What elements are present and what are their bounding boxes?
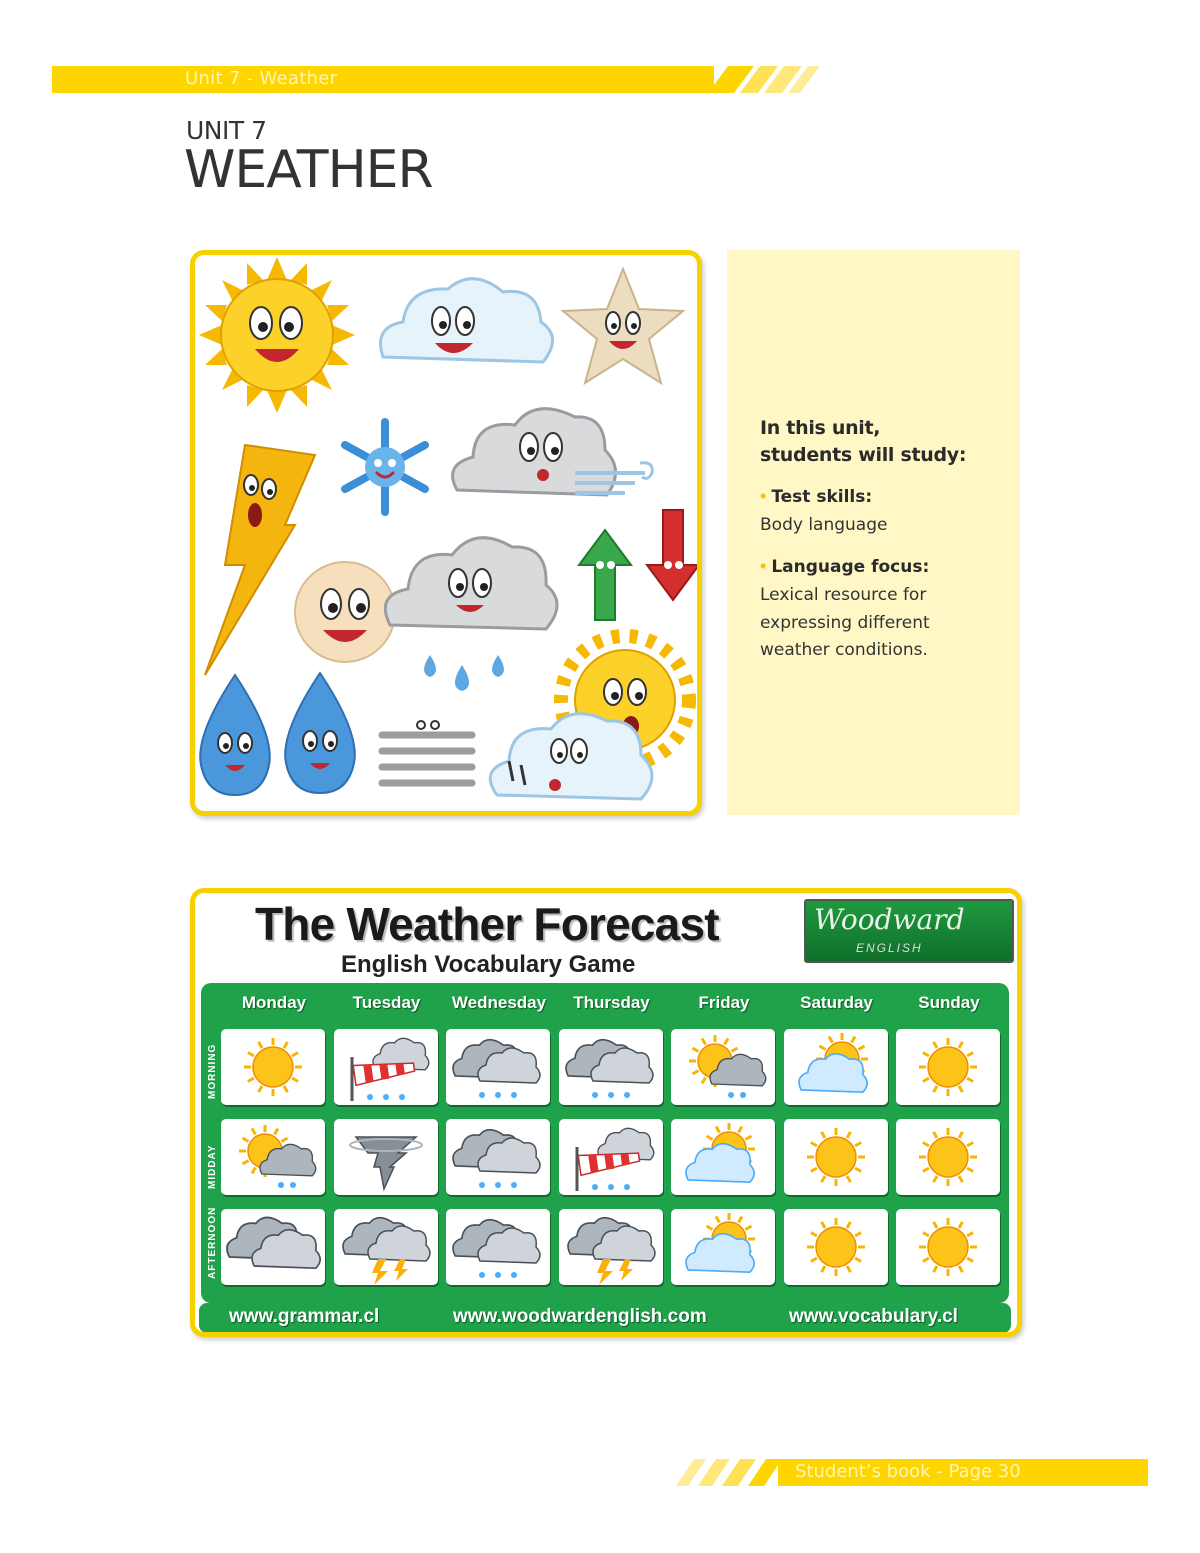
unit-label: UNIT 7: [186, 116, 267, 145]
forecast-title: The Weather Forecast: [255, 898, 719, 950]
weather-forecast-board: [190, 888, 1022, 1337]
row-label-morning: MORNING: [207, 1043, 218, 1099]
header-title: Unit 7 - Weather: [185, 68, 338, 89]
sun-cloud-icon: [671, 1119, 775, 1195]
day-header-tuesday: Tuesday: [352, 993, 421, 1012]
sun-cloud-rain-icon: [671, 1029, 775, 1105]
rainy-icon: [446, 1209, 550, 1285]
cloud-character-icon: [381, 279, 553, 362]
day-header-sunday: Sunday: [918, 993, 980, 1012]
forecast-cell-tuesday-midday: [334, 1119, 438, 1195]
day-header-friday: Friday: [698, 993, 750, 1012]
row-label-midday: MIDDAY: [207, 1144, 218, 1189]
sunny-icon: [784, 1119, 888, 1195]
day-header-monday: Monday: [241, 993, 307, 1012]
forecast-cell-sunday-morning: [896, 1029, 1000, 1105]
forecast-cell-thursday-afternoon: [559, 1209, 663, 1285]
forecast-cell-thursday-morning: [559, 1029, 663, 1105]
sunny-icon: [784, 1209, 888, 1285]
rainy-icon: [446, 1119, 550, 1195]
snowflake-character-icon: [345, 422, 425, 512]
rainy-icon: [446, 1029, 550, 1105]
url-grammar: www.grammar.cl: [229, 1306, 380, 1327]
bullet-icon: •: [760, 486, 772, 506]
forecast-cell-tuesday-afternoon: [334, 1209, 438, 1285]
forecast-url-bar: [199, 1303, 1011, 1333]
forecast-cell-monday-morning: [221, 1029, 325, 1105]
study-heading: In this unit, students will study:: [760, 417, 967, 466]
forecast-cell-friday-afternoon: [671, 1209, 775, 1285]
logo-sub-text: ENGLISH: [856, 941, 923, 955]
lightning-character-icon: [205, 445, 315, 675]
fog-character-icon: [382, 721, 472, 783]
forecast-cell-friday-midday: [671, 1119, 775, 1195]
tornado-icon: [334, 1119, 438, 1195]
forecast-cell-wednesday-morning: [446, 1029, 550, 1105]
windy-icon: [559, 1119, 663, 1195]
sun-character-icon: [199, 257, 355, 413]
language-focus-item: [760, 556, 929, 577]
forecast-subtitle: English Vocabulary Game: [341, 951, 636, 978]
sunny-icon: [221, 1029, 325, 1105]
forecast-cell-sunday-midday: [896, 1119, 1000, 1195]
rainy-icon: [559, 1029, 663, 1105]
forecast-cell-monday-afternoon: [221, 1209, 325, 1285]
raindrop-character-icon: [285, 673, 355, 793]
forecast-cell-sunday-afternoon: [896, 1209, 1000, 1285]
logo-main-text: Woodward: [814, 903, 965, 936]
page-number: Student’s book - Page 30: [795, 1461, 1021, 1482]
sun-cloud-rain-icon: [221, 1119, 325, 1195]
storm-icon: [559, 1209, 663, 1285]
language-focus-desc: Lexical resource for expressing different weather conditions.: [760, 585, 930, 660]
language-focus-title: Language focus:: [771, 557, 930, 577]
star-character-icon: [563, 269, 683, 383]
header-band: [52, 66, 714, 93]
test-skills-title: Test skills:: [771, 487, 873, 507]
forecast-cell-saturday-midday: [784, 1119, 888, 1195]
footer-stripes: [676, 1459, 782, 1486]
storm-icon: [334, 1209, 438, 1285]
forecast-cell-tuesday-morning: [334, 1029, 438, 1105]
forecast-cell-monday-midday: [221, 1119, 325, 1195]
forecast-cell-wednesday-midday: [446, 1119, 550, 1195]
header-stripes: [708, 66, 820, 93]
moon-character-icon: [295, 562, 395, 662]
forecast-cell-friday-morning: [671, 1029, 775, 1105]
sunny-icon: [896, 1029, 1000, 1105]
day-header-thursday: Thursday: [573, 993, 650, 1012]
windy-icon: [334, 1029, 438, 1105]
sun-cloud-icon: [671, 1209, 775, 1285]
day-header-saturday: Saturday: [800, 993, 873, 1012]
test-skills-desc: Body language: [760, 515, 888, 535]
sunny-icon: [896, 1119, 1000, 1195]
sun-cloud-icon: [784, 1029, 888, 1105]
raindrop-character-icon: [200, 675, 270, 795]
test-skills-item: [760, 486, 872, 507]
day-header-wednesday: Wednesday: [451, 993, 547, 1012]
wind-cloud-character-icon: [453, 409, 653, 495]
forecast-cell-wednesday-afternoon: [446, 1209, 550, 1285]
cloudy-icon: [221, 1209, 325, 1285]
forecast-cell-saturday-morning: [784, 1029, 888, 1105]
up-arrow-character-icon: [579, 530, 631, 620]
url-woodward: www.woodwardenglish.com: [453, 1306, 707, 1327]
sunny-icon: [896, 1209, 1000, 1285]
row-label-afternoon: AFTERNOON: [207, 1206, 218, 1279]
forecast-cell-saturday-afternoon: [784, 1209, 888, 1285]
sunny-cloud-character-icon: [490, 714, 652, 799]
bullet-icon: •: [760, 556, 772, 576]
woodward-logo: [804, 899, 1014, 963]
url-vocabulary: www.vocabulary.cl: [789, 1306, 958, 1327]
forecast-grid: [201, 983, 1009, 1303]
rain-cloud-character-icon: [385, 538, 557, 691]
down-arrow-character-icon: [647, 510, 697, 600]
unit-title: WEATHER: [184, 140, 433, 200]
weather-characters-illustration: [190, 250, 702, 816]
forecast-cell-thursday-midday: [559, 1119, 663, 1195]
